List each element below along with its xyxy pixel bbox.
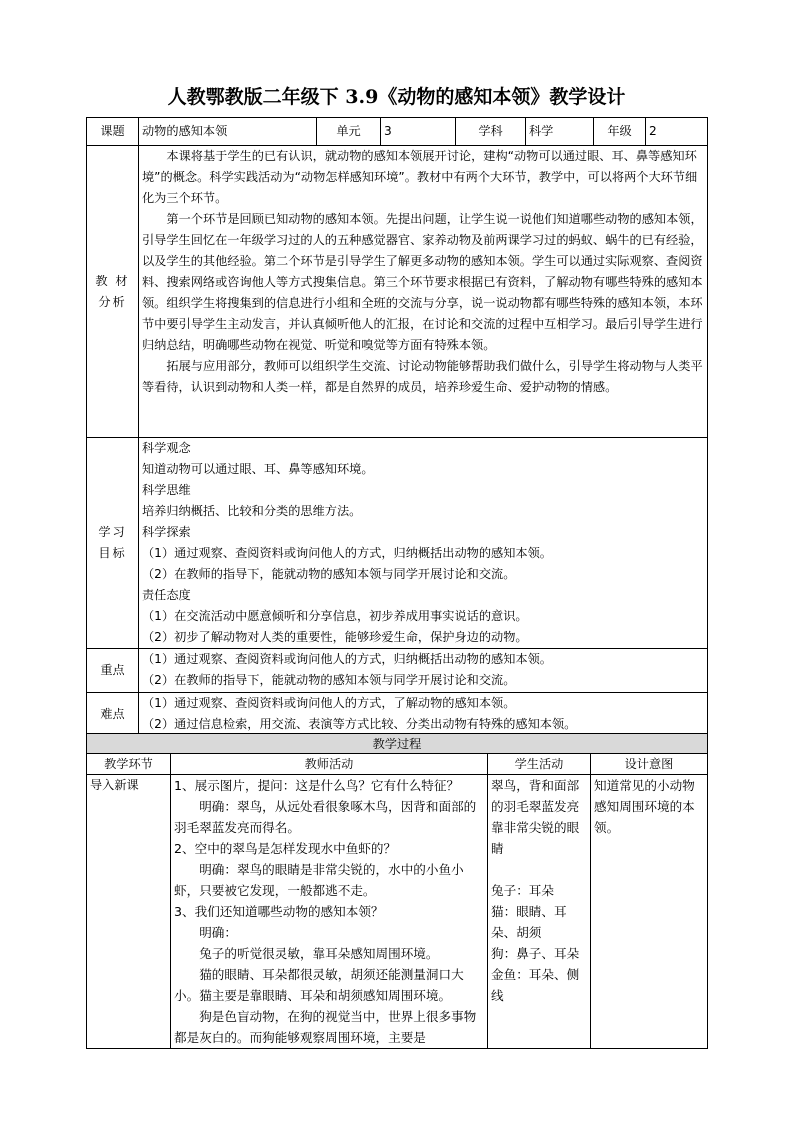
objectives-content: [139, 438, 708, 649]
grade-value: 2: [646, 118, 708, 146]
objective-line: （2）初步了解动物对人类的重要性，能够珍爱生命，保护身边的动物。: [142, 630, 528, 644]
objective-line: （1）通过观察、查阅资料或询问他人的方式，归纳概括出动物的感知本领。: [142, 546, 552, 560]
analysis-label-line2: 分析: [98, 294, 127, 309]
analysis-label-line1: 教 材: [95, 273, 130, 288]
teacher-line: 3、我们还知道哪些动物的感知本领？: [174, 904, 384, 919]
analysis-content: [139, 146, 708, 438]
teacher-line: 猫的眼睛、耳朵都很灵敏，胡须还能测量洞口大小。猫主要是靠眼睛、耳朵和胡须感知周围环境。: [174, 967, 464, 1003]
teacher-line: 1、展示图片，提问：这是什么鸟？它有什么特征？: [174, 778, 460, 793]
difficulty-line: （2）通过信息检索，用交流、表演等方式比较、分类出动物有特殊的感知本领。: [142, 717, 577, 731]
analysis-paragraph: 拓展与应用部分，教师可以组织学生交流、讨论动物能够帮助我们做什么，引导学生将动物与人类平等看待，认识到动物和人类一样，都是自然界的成员，培养珍爱生命、爱护动物的情感。: [142, 359, 703, 394]
teacher-line: 明确：翠鸟，从远处看很象啄木鸟，因背和面部的羽毛翠蓝发亮而得名。: [174, 799, 477, 835]
student-line: 狗：鼻子、耳朵: [491, 946, 580, 961]
page-title: 人教鄂教版二年级下 3.9《动物的感知本领》教学设计: [167, 86, 626, 108]
key-point-line: （2）在教师的指导下，能就动物的感知本领与同学开展讨论和交流。: [142, 673, 516, 687]
objective-line: 科学探索: [142, 525, 191, 539]
difficulties-content: [139, 693, 708, 737]
topic-value: 动物的感知本领: [139, 118, 317, 146]
objectives-label-line1: 学习: [98, 525, 127, 539]
objective-line: 培养归纳概括、比较和分类的思维方法。: [142, 504, 362, 518]
key-points-content: [139, 649, 708, 693]
intent-cell: 知道常见的小动物感知周围环境的本领。: [591, 775, 708, 1049]
student-line: 靠非常尖锐的眼睛: [491, 820, 580, 856]
objective-line: 责任态度: [142, 588, 191, 602]
key-points-label: 重点: [87, 649, 139, 693]
objective-line: （1）在交流活动中愿意倾听和分享信息，初步养成用事实说话的意识。: [142, 609, 528, 623]
teacher-line: 狗是色盲动物，在狗的视觉当中，世界上很多事物都是灰白的。而狗能够观察周围环境，主要是: [174, 1009, 477, 1045]
col-intent-header: 设计意图: [591, 754, 708, 775]
unit-value: 3: [381, 118, 456, 146]
student-line: 兔子：耳朵: [491, 883, 554, 898]
key-point-line: （1）通过观察、查阅资料或询问他人的方式，归纳概括出动物的感知本领。: [142, 652, 552, 666]
topic-label: 课题: [87, 118, 139, 146]
teacher-line: 兔子的听觉很灵敏，靠耳朵感知周围环境。: [199, 946, 439, 961]
student-line: 猫：眼睛、耳朵、胡须: [491, 904, 567, 940]
teacher-line: 2、空中的翠鸟是怎样发现水中鱼虾的？: [174, 841, 397, 856]
student-line: [491, 859, 587, 880]
teacher-line: 明确：翠鸟的眼睛是非常尖锐的，水中的小鱼小虾，只要被它发现，一般都逃不走。: [174, 862, 464, 898]
objectives-label-line2: 目标: [98, 546, 127, 560]
student-activity-cell: [488, 775, 591, 1049]
col-student-header: 学生活动: [488, 754, 591, 775]
objective-line: （2）在教师的指导下，能就动物的感知本领与同学开展讨论和交流。: [142, 567, 516, 581]
student-line: 金鱼：耳朵、侧线: [491, 967, 580, 1003]
teacher-line: 明确：: [199, 925, 237, 940]
teaching-process-table: [86, 733, 708, 1049]
objectives-label: [87, 438, 139, 649]
unit-label: 单元: [317, 118, 381, 146]
difficulty-line: （1）通过观察、查阅资料或询问他人的方式，了解动物的感知本领。: [142, 696, 516, 710]
subject-label: 学科: [456, 118, 526, 146]
difficulties-label: 难点: [87, 693, 139, 737]
objective-line: 科学思维: [142, 483, 191, 497]
stage-cell: 导入新课: [87, 775, 171, 1049]
process-heading: 教学过程: [87, 734, 708, 754]
student-line: 翠鸟，背和面部的羽毛翠蓝发亮: [491, 778, 580, 814]
objective-line: 知道动物可以通过眼、耳、鼻等感知环境。: [142, 462, 374, 476]
teacher-activity-cell: [171, 775, 488, 1049]
col-stage-header: 教学环节: [87, 754, 171, 775]
analysis-label: [87, 146, 139, 438]
analysis-paragraph: 第一个环节是回顾已知动物的感知本领。先提出问题，让学生说一说他们知道哪些动物的感知本领，引导学生回忆在一年级学习过的人的五种感觉器官、家养动物及前两课学习过的蚂蚁、蜗牛的已有经验，以及学生的其他经验。第二个环节是引导学生了解更多动物的感知本领。学生可以通过实际观察、查阅资料、搜索网络或咨询他人等方式搜集信息。第三个环节要求根据已有资料，了解动物有哪些特殊的感知本领。组织学生将搜集到的信息进行小组和全班的交流与分享，说一说动物都有哪些特殊的感知本领，本环节中要引导学生主动发言，并认真倾听他人的汇报，在讨论和交流的过程中互相学习。最后引导学生进行归纳总结，明确哪些动物在视觉、听觉和嗅觉等方面有特殊本领。: [142, 212, 703, 352]
grade-label: 年级: [594, 118, 646, 146]
subject-value: 科学: [526, 118, 594, 146]
lesson-info-table: [86, 117, 708, 737]
col-teacher-header: 教师活动: [171, 754, 488, 775]
objective-line: 科学观念: [142, 441, 191, 455]
analysis-paragraph: 本课将基于学生的已有认识，就动物的感知本领展开讨论，建构“动物可以通过眼、耳、鼻等感知环境”的概念。科学实践活动为“动物怎样感知环境”。教材中有两个大环节，教学中，可以将两个大环节细化为三个环节。: [142, 149, 698, 205]
